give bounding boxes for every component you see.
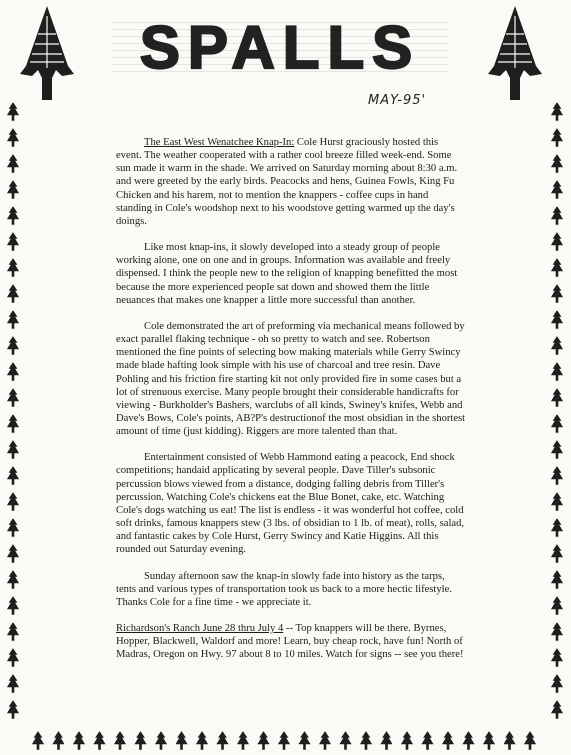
tree-border-icon (278, 731, 290, 750)
tree-border-icon (551, 492, 563, 511)
tree-border-icon (257, 731, 269, 750)
tree-border-icon (551, 518, 563, 537)
tree-border-icon (7, 544, 19, 563)
article-body (116, 136, 466, 674)
tree-border-icon (551, 336, 563, 355)
tree-border-icon (421, 731, 433, 750)
tree-border-icon (7, 154, 19, 173)
tree-border-icon (52, 731, 64, 750)
tree-border-icon (7, 284, 19, 303)
tree-border-icon (551, 180, 563, 199)
tree-border-icon (551, 310, 563, 329)
tree-border-icon (7, 648, 19, 667)
article-heading: Richardson's Ranch June 28 thru July 4 (116, 623, 284, 634)
tree-border-icon (7, 414, 19, 433)
tree-border-icon (7, 232, 19, 251)
article-knap-in-intro (116, 136, 466, 228)
tree-border-icon (7, 362, 19, 381)
tree-border-icon (7, 206, 19, 225)
tree-border-icon (483, 731, 495, 750)
tree-border-icon (339, 731, 351, 750)
tree-border-icon (503, 731, 515, 750)
tree-border-icon (7, 258, 19, 277)
tree-border-icon (524, 731, 536, 750)
tree-border-icon (93, 731, 105, 750)
article-knap-in-sunday (116, 570, 466, 609)
tree-border-icon (7, 492, 19, 511)
tree-border-icon (551, 284, 563, 303)
tree-border-icon (551, 388, 563, 407)
tree-border-icon (551, 544, 563, 563)
article-heading: The East West Wenatchee Knap-In: (144, 137, 295, 148)
tree-border-icon (551, 232, 563, 251)
tree-border-icon (551, 440, 563, 459)
tree-border-icon (462, 731, 474, 750)
tree-border-icon (551, 466, 563, 485)
tree-border-icon (7, 596, 19, 615)
tree-border-icon (7, 466, 19, 485)
article-text: Like most knap-ins, it slowly developed into a steady group of people working alone, one on one and in groups. Information was available and freely dispensed. I think the people new to the religion of knapping benefitted the most because the more experienced people sat down and showed them the little neuances that makes one knapper a little more successful than another. (116, 242, 458, 306)
tree-border-icon (7, 102, 19, 121)
tree-border-icon (551, 700, 563, 719)
article-text: Cole demonstrated the art of preforming via mechanical means followed by exact parallel flaking technique - oh so pretty to watch and see. Robertson mentioned the fine points of selecting bow making materials while Gerry Swincy made blade hafting look simple with his use of charcoal and tree resin. Dave Pohling and his friction fire starting kit not only provided fire in some cases but a lot of strenuous exercise. Many people brought their considerable handicrafts for viewing - Burkholder's Bashers, warclubs of all kinds, Swiney's knifes, Webb and Dave's Bows, Cole's points, AB?P's destructionof the most obsidian in the shortest amount of time (just kidding). Riggers are more talented than that. (116, 320, 466, 438)
tree-border-icon (7, 336, 19, 355)
tree-border-icon (551, 206, 563, 225)
tree-border-icon (175, 731, 187, 750)
tree-border-icon (237, 731, 249, 750)
article-richardsons-ranch (116, 622, 466, 661)
tree-border-icon (360, 731, 372, 750)
article-knap-in-entertainment (116, 451, 466, 556)
tree-border-icon (7, 310, 19, 329)
tree-border-icon (551, 596, 563, 615)
tree-border-icon (114, 731, 126, 750)
tree-border-icon (298, 731, 310, 750)
article-text: Entertainment consisted of Webb Hammond eating a peacock, End shock competitions; handaid applicating by several people. Dave Tiller's subsonic percussion blows viewed from a distance, dodging falling debris from Tiller's percussion. Watching Cole's chickens eat the Blue Bonet, cake, etc. Watching Cole's dogs watching us eat! The list is endless - it was wonderful hot coffee, cold soft drinks, famous knappers stew (3 lbs. of obsidian to 1 lb. of meat), rolls, salad, and fantastic cakes by Cole Hurst, Gerry Swincy and Katie Higgins. All this rounded out Saturday evening. (116, 452, 465, 556)
article-text: Cole Hurst graciously hosted this event. The weather cooperated with a rather cool breeze filled week-end. Some sun made it warm in the shade. We arrived on Saturday morning about 8:30 a.m. and were greeted by the early birds. Peacocks and hens, Guinea Fowls, King Fu Chicken and his harem, not to mention the knappers - coffee cups in hand standing in Cole's woodshop next to his woodstove getting warmed up the day's doings. (116, 137, 458, 227)
tree-border-icon (401, 731, 413, 750)
tree-border-icon (196, 731, 208, 750)
tree-border-icon (442, 731, 454, 750)
tree-border-icon (73, 731, 85, 750)
tree-border-icon (7, 622, 19, 641)
tree-border-icon (551, 622, 563, 641)
tree-border-icon (32, 731, 44, 750)
article-text: -- Top knappers will be there. Byrnes, Hopper, Blackwell, Waldorf and more! Learn, buy cheap rock, have fun! North of Madras, Oregon on Hwy. 97 about 8 to 10 miles. Watch for signs -- see you there! (116, 623, 464, 661)
tree-border-icon (551, 570, 563, 589)
article-text: Sunday afternoon saw the knap-in slowly fade into history as the tarps, tents and various types of transportation took us back to a more hectic lifestyle. Thanks Cole for a fine time - we appreciate it. (116, 570, 452, 608)
tree-border-icon (7, 674, 19, 693)
masthead-title: SPALLS (139, 13, 421, 81)
tree-border-icon (551, 648, 563, 667)
issue-date: MAY-95' (368, 93, 427, 108)
tree-border-icon (7, 128, 19, 147)
tree-border-icon (319, 731, 331, 750)
tree-border-icon (216, 731, 228, 750)
tree-border-icon (7, 570, 19, 589)
article-knap-in-demos (116, 320, 466, 438)
tree-border-icon (134, 731, 146, 750)
tree-border-icon (551, 414, 563, 433)
tree-border-icon (380, 731, 392, 750)
tree-border-icon (551, 258, 563, 277)
tree-border-icon (551, 128, 563, 147)
article-knap-in-people (116, 241, 466, 307)
tree-border-icon (155, 731, 167, 750)
tree-border-icon (551, 362, 563, 381)
tree-border-icon (7, 700, 19, 719)
tree-border-icon (7, 440, 19, 459)
tree-border-icon (551, 154, 563, 173)
tree-border-icon (7, 518, 19, 537)
tree-border-icon (7, 180, 19, 199)
tree-border-icon (551, 102, 563, 121)
tree-border-icon (7, 388, 19, 407)
tree-border-icon (551, 674, 563, 693)
